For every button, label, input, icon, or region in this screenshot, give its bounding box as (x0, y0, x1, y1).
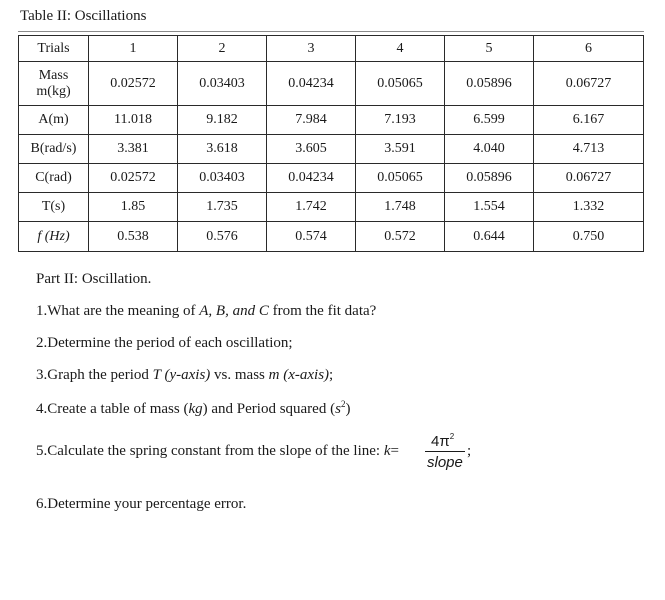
table-title: Table II: Oscillations (20, 8, 147, 24)
spring-constant-formula (421, 432, 473, 476)
table-cell: 6.599 (445, 106, 534, 135)
table-cell: 0.05065 (356, 62, 445, 106)
row-label: B(rad/s) (19, 135, 89, 164)
table-cell: 1.742 (267, 193, 356, 222)
q1-prefix: 1.What are the meaning of (36, 303, 200, 319)
table-row-mass (19, 62, 644, 106)
table-cell: 0.03403 (178, 62, 267, 106)
table-cell: 0.06727 (534, 164, 644, 193)
row-label: T(s) (19, 193, 89, 222)
trial-header: 1 (89, 36, 178, 62)
q5-equals: = (390, 443, 399, 459)
row-label: Mass m(kg) (19, 62, 89, 106)
trial-header: 6 (534, 36, 644, 62)
q4-t3: ) (345, 401, 351, 417)
oscillations-table (18, 35, 644, 252)
q3-y-axis: (y-axis) (160, 367, 211, 383)
q3-t2: vs. mass (210, 367, 269, 383)
question-3 (36, 367, 333, 384)
table-cell: 0.05896 (445, 164, 534, 193)
table-cell: 0.574 (267, 222, 356, 252)
table-cell: 0.576 (178, 222, 267, 252)
table-row-frequency (19, 222, 644, 252)
q3-t1: 3.Graph the period (36, 367, 153, 383)
table-cell: 1.735 (178, 193, 267, 222)
question-6: 6.Determine your percentage error. (36, 496, 247, 512)
table-cell: 1.85 (89, 193, 178, 222)
table-cell: 0.05065 (356, 164, 445, 193)
question-4 (36, 399, 350, 418)
trial-header: 5 (445, 36, 534, 62)
table-cell: 0.02572 (89, 62, 178, 106)
table-cell: 1.332 (534, 193, 644, 222)
row-label: A(m) (19, 106, 89, 135)
table-cell: 4.713 (534, 135, 644, 164)
question-1 (36, 303, 376, 320)
table-cell: 1.554 (445, 193, 534, 222)
fraction-bar (425, 451, 465, 452)
row-label: f (Hz) (19, 222, 89, 252)
table-cell: 0.03403 (178, 164, 267, 193)
formula-denominator: slope (427, 454, 463, 471)
table-cell: 3.618 (178, 135, 267, 164)
formula-exponent: 2 (449, 432, 455, 441)
table-cell: 3.591 (356, 135, 445, 164)
formula-numerator: $4\pi^2$ (431, 432, 455, 450)
q4-kg: kg (188, 401, 203, 417)
table-cell: 3.381 (89, 135, 178, 164)
header-label: Trials (19, 36, 89, 62)
q3-t3: ; (329, 367, 334, 383)
q4-t1: 4.Create a table of mass ( (36, 401, 189, 417)
row-label: C(rad) (19, 164, 89, 193)
table-cell: 0.06727 (534, 62, 644, 106)
table-row-c (19, 164, 644, 193)
q4-s: s (335, 401, 341, 417)
table-cell: 11.018 (89, 106, 178, 135)
table-cell: 4.040 (445, 135, 534, 164)
q4-t2: ) and Period squared ( (202, 401, 336, 417)
table-cell: 9.182 (178, 106, 267, 135)
table-cell: 0.02572 (89, 164, 178, 193)
table-cell: 1.748 (356, 193, 445, 222)
table-cell: 0.538 (89, 222, 178, 252)
q5-text: 5.Calculate the spring constant from the slope of the line: (36, 443, 384, 459)
table-row-period (19, 193, 644, 222)
q3-x-axis: (x-axis) (279, 367, 330, 383)
table-cell: 0.750 (534, 222, 644, 252)
question-5 (36, 443, 399, 460)
table-cell: 0.572 (356, 222, 445, 252)
trial-header: 2 (178, 36, 267, 62)
table-cell: 3.605 (267, 135, 356, 164)
table-cell: 7.193 (356, 106, 445, 135)
table-row-amplitude (19, 106, 644, 135)
q1-suffix: from the fit data? (268, 303, 377, 319)
table-cell: 6.167 (534, 106, 644, 135)
q3-m: m (268, 367, 280, 383)
table-cell: 0.04234 (267, 164, 356, 193)
question-2: 2.Determine the period of each oscillation; (36, 335, 293, 351)
trial-header: 4 (356, 36, 445, 62)
q3-T: T (152, 367, 161, 383)
table-header-row (19, 36, 644, 62)
title-rule (18, 31, 644, 32)
table-cell: 0.04234 (267, 62, 356, 106)
part-heading: Part II: Oscillation. (36, 271, 152, 287)
q5-end: ; (467, 443, 472, 459)
trial-header: 3 (267, 36, 356, 62)
table-cell: 0.05896 (445, 62, 534, 106)
q1-vars: A, B, and C (199, 303, 269, 319)
table-row-b (19, 135, 644, 164)
table-cell: 0.644 (445, 222, 534, 252)
q4-exponent: 2 (340, 399, 346, 409)
q5-k: k (383, 443, 391, 459)
table-cell: 7.984 (267, 106, 356, 135)
